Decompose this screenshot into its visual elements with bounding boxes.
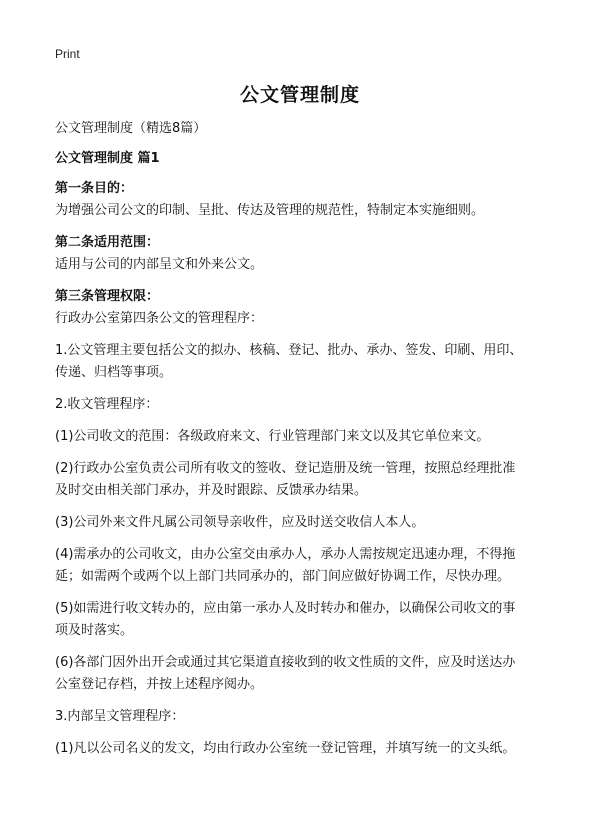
para-line: 为增强公司公文的印制、呈批、传达及管理的规范性，特制定本实施细则。 [55, 203, 485, 218]
section-title: 公文管理制度 篇1 [55, 151, 160, 166]
block-para-sub-4 [55, 544, 547, 588]
para-line: (1)凡以公司名义的发文，均由行政办公室统一登记管理，并填写统一的文头纸。 [55, 741, 516, 756]
print-label: Print [55, 47, 80, 61]
para-line: 适用与公司的内部呈文和外来公文。 [55, 257, 264, 272]
block-para-scope [55, 254, 547, 276]
para-line: 及时交由相关部门承办，并及时跟踪、反馈承办结果。 [55, 483, 368, 498]
block-para-purpose [55, 200, 547, 222]
para-line: (3)公司外来文件凡属公司领导亲收件，应及时送交收信人本人。 [55, 515, 425, 530]
document-body [55, 118, 547, 770]
heading-line: 第二条适用范围： [55, 235, 160, 250]
heading-line: 第一条目的： [55, 181, 134, 196]
document-subtitle: 公文管理制度（精选8篇） [55, 121, 207, 136]
block-para-sub-1 [55, 426, 547, 448]
para-line: 1.公文管理主要包括公文的拟办、核稿、登记、批办、承办、签发、印刷、用印、 [55, 343, 523, 358]
para-line: (6)各部门因外出开会或通过其它渠道直接收到的收文性质的文件，应及时送达办 [55, 655, 516, 670]
block-para-item-3 [55, 706, 547, 728]
block-heading-authority [55, 286, 547, 308]
block-para-item-2 [55, 394, 547, 416]
block-heading-scope [55, 232, 547, 254]
para-line: (4)需承办的公司收文，由办公室交由承办人，承办人需按规定迅速办理，不得拖 [55, 547, 516, 562]
block-para-sub-5 [55, 598, 547, 642]
block-para-sub-3 [55, 512, 547, 534]
document-title: 公文管理制度 [239, 84, 360, 106]
para-line: 项及时落实。 [55, 623, 134, 638]
para-line: (2)行政办公室负责公司所有收文的签收、登记造册及统一管理，按照总经理批准 [55, 461, 516, 476]
para-line: 公室登记存档，并按上述程序阅办。 [55, 677, 264, 692]
para-line: (5)如需进行收文转办的，应由第一承办人及时转办和催办，以确保公司收文的事 [55, 601, 516, 616]
para-line: 2.收文管理程序： [55, 397, 159, 412]
block-para-procedure [55, 308, 547, 330]
para-line: 传递、归档等事项。 [55, 365, 173, 380]
heading-line: 第三条管理权限： [55, 289, 160, 304]
block-para-sub-6 [55, 652, 547, 696]
para-line: 3.内部呈文管理程序： [55, 709, 185, 724]
para-line: 延；如需两个或两个以上部门共同承办的，部门间应做好协调工作，尽快办理。 [55, 569, 511, 584]
para-line: 行政办公室第四条公文的管理程序： [55, 311, 264, 326]
block-heading-purpose [55, 178, 547, 200]
para-line: (1)公司收文的范围：各级政府来文、行业管理部门来文以及其它单位来文。 [55, 429, 490, 444]
block-para-item-1 [55, 340, 547, 384]
block-para-sub-internal-1 [55, 738, 547, 760]
block-para-sub-2 [55, 458, 547, 502]
